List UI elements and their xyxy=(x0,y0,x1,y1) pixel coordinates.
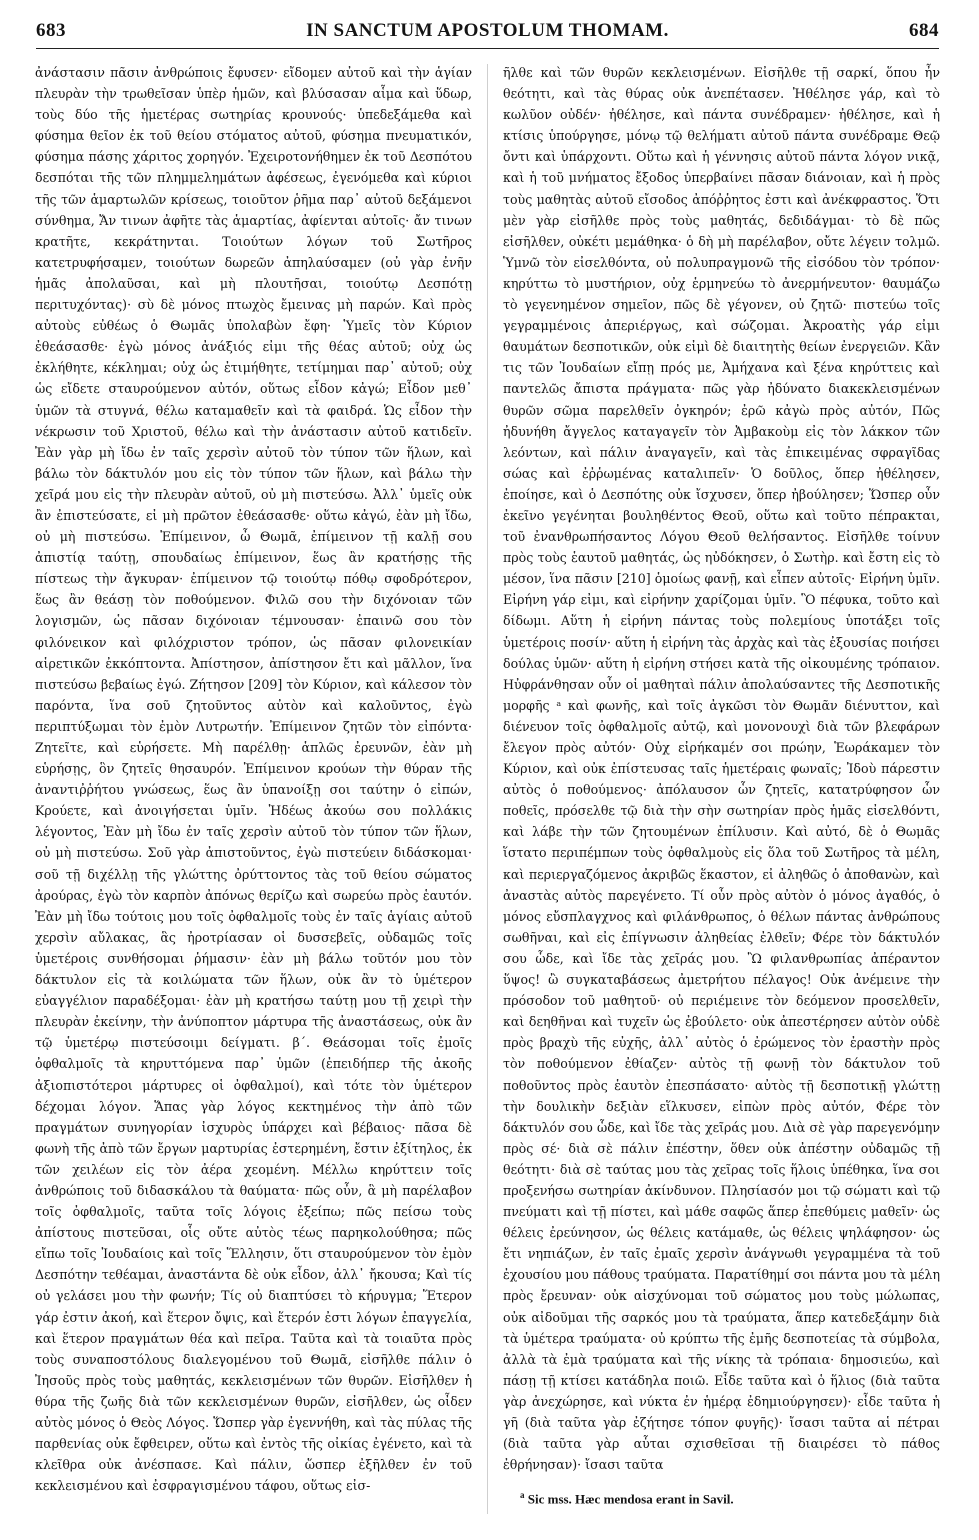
right-column xyxy=(503,62,940,1486)
page-number-left: 683 xyxy=(36,20,66,41)
right-column-text: ῆλθε καὶ τῶν θυρῶν κεκλεισμένων. Εἰσῆλθε τῇ σαρκί, ὅπου ἦν θεότητι, καὶ τὰς θύρας οὐκ ἀνεπέτασεν. Ἠθέλησε γάρ, καὶ τὸ κωλῦον οὐδέν· ἠθέλησε, καὶ πάντα συνέδραμεν· ἠθέλησε, καὶ ἡ κτίσις ὑπούργησε, μόνῳ τῷ θελήματι αὐτοῦ πάντα συνέδραμε Θεῷ ὄντι καὶ ὑπάρχοντι. Οὕτω καὶ ἡ γέννησις αὐτοῦ πάντα λόγον νικᾷ, καὶ ἡ τοῦ μνήματος ἔξοδος ὑπερβαίνει πᾶσαν διάνοιαν, καὶ ἡ πρὸς τοὺς μαθητὰς αὐτοῦ εἴσοδος ἀπόῤῥητος ἐστι καὶ ἀνέκφραστος. Ὅτι μὲν γὰρ εἰσῆλθε πρὸς τοὺς μαθητάς, δεδιδάγμαι· τὸ δὲ πῶς εἰσῆλθεν, οὐκέτι μεμάθηκα· ὁ δὴ μὴ παρέλαβον, οὔτε λέγειν τολμῶ. Ὑμνῶ τὸν εἰσελθόντα, οὐ πολυπραγμονῶ τῆς εἰσόδου τὸν τρόπον· κηρύττω τὸ μυστήριον, οὐχ ἑρμηνεύω τὸ ἀνερμήνευτον· θαυμάζω τὸ γεγενημένον σημεῖον, πῶς δὲ γέγονεν, οὐ ζητῶ· πιστεύω τοῖς γεγραμμένοις ἀπεριέργως, καὶ σώζομαι. Ἀκροατὴς γάρ εἰμι θαυμάτων δεσποτικῶν, οὐκ εἰμὶ δὲ διαιτητὴς θείων ἐνεργειῶν. Κἂν τις τῶν Ἰουδαίων εἴπῃ πρός με, Ἀμήχανα καὶ ξένα κηρύττεις καὶ παντελῶς ἄπιστα πράγματα· πῶς γὰρ ἠδύνατο διακεκλεισμένων θυρῶν σῶμα παρελθεῖν ὀγκηρόν; ἐρῶ κἀγὼ πρὸς αὐτόν, Πῶς ἠδυνήθη ἄγγελος καταγαγεῖν τὸν Ἀμβακοὺμ εἰς τὸν λάκκον τῶν λεόντων, καὶ πάλιν ἀναγαγεῖν, καὶ τὰς ἐπικειμένας σφραγῖδας σώας καὶ ἐῤῥωμένας καταλιπεῖν· Ὁ δοῦλος, ὅπερ ἠθέλησεν, ἐποίησε, καὶ ὁ Δεσπότης οὐκ ἴσχυσεν, ὅπερ ἠβούλησεν; Ὥσπερ οὖν ἐκεῖνο γεγένηται βουληθέντος Θεοῦ, οὕτω καὶ τοῦτο πέπρακται, τοῦ ἐνανθρωπήσαντος Λόγου Θεοῦ θελήσαντος. Εἰσῆλθε τοίνυν πρὸς τοὺς ἑαυτοῦ μαθητάς, ὡς ηὐδόκησεν, ὁ Σωτὴρ. καὶ ἔστη εἰς τὸ μέσον, ἵνα πᾶσιν [210] ὁμοίως φανῇ, καὶ εἶπεν αὐτοῖς· Εἰρήνη ὑμῖν. Εἰρήνη γάρ εἰμι, καὶ εἰρήνην χαρίζομαι ὑμῖν. Ὃ πέφυκα, τοῦτο καὶ δίδωμι. Αὕτη ἡ εἰρήνη πάντας τοὺς πολεμίους ὑποτάξει τοῖς ὑμετέροις ποσίν· αὕτη ἡ εἰρήνη τὰς ἀρχὰς καὶ τὰς ἐξουσίας ποιήσει δούλας ὑμῶν· αὕτη ἡ εἰρήνη στήσει κατὰ τῆς οἰκουμένης τρόπαιον. Ηὐφράνθησαν οὖν οἱ μαθηταὶ πάλιν ἀπολαύσαντες τῆς Δεσποτικῆς μορφῆς ᵃ καὶ φωνῆς, καὶ τοῖς ἀγκῶσι τὸν Θωμᾶν διένυττον, καὶ διένευον τοῖς ὀφθαλμοῖς αὐτῷ, καὶ μονονουχὶ διὰ τῶν βλεφάρων ἔλεγον πρὸς αὐτόν· Οὐχ εἰρήκαμέν σοι πρώην, Ἑωράκαμεν τὸν Κύριον, καὶ οὐκ ἐπίστευσας ταῖς ἡμετέραις φωναῖς; Ἰδοὺ πάρεστιν αὐτὸς ὁ ποθούμενος· ἀπόλαυσον ὧν ζητεῖς, κατατρύφησον ὧν ποθεῖς, πρόσελθε τῷ διὰ τὴν σὴν σωτηρίαν πρὸς ἡμᾶς εἰσελθόντι, καὶ λάβε τὴν τῶν ζητουμένων ἐπίλυσιν. Καὶ αὐτό, δὲ ὁ Θωμᾶς ἵστατο περιπέμπων τοὺς ὀφθαλμοὺς εἰς ὅλα τοῦ Σωτῆρος τὰ μέλη, καὶ περιεργαζόμενος ἀκριβῶς ἕκαστον, εἰ ἀληθῶς ὁ ἀποθανὼν, καὶ ἀναστὰς αὐτὸς παρεγένετο. Τί οὖν πρὸς αὐτὸν ὁ μόνος ἀγαθός, ὁ μόνος εὔσπλαγχνος καὶ φιλάνθρωπος, ὁ θέλων πάντας ἀνθρώπους σωθῆναι, καὶ εἰς ἐπίγνωσιν ἀληθείας ἐλθεῖν; Φέρε τὸν δάκτυλόν σου ὧδε, καὶ ἴδε τὰς χεῖράς μου. Ὢ φιλανθρωπίας ἀπέραντον ὕψος! ὢ συγκαταβάσεως ἀμετρήτου πέλαγος! Οὐκ ἀνέμεινε τὴν πρόσοδον τοῦ μαθητοῦ· οὐ περιέμεινε τὸν δεόμενον προσελθεῖν, καὶ δεηθῆναι καὶ τυχεῖν ὡς ἐβούλετο· οὐκ ἀπεστέρησεν αὐτὸν οὐδὲ πρὸς βραχὺ τῆς εὐχῆς, ἀλλ᾽ αὐτὸς ὁ ἐρώμενος τὸν ἐραστὴν πρὸς τὸν ποθούμενον ἐθίαζεν· αὐτὸς τῇ φωνῇ τὸν δάκτυλον τοῦ ποθοῦντος πρὸς ἑαυτὸν ἐπεσπάσατο· αὐτὸς τῇ δεσποτικῇ γλώττῃ τὴν δουλικὴν δεξιὰν εἵλκυσεν, εἰπὼν πρὸς αὐτόν, Φέρε τὸν δάκτυλόν σου ὧδε, καὶ ἴδε τὰς χεῖράς μου. Διὰ σὲ γὰρ παρεγενόμην πρὸς σέ· διὰ σὲ πάλιν ἐπέστην, ὅθεν οὐκ ἀπέστην οὐδαμῶς τῇ θεότητι· διὰ σὲ ταύτας μου τὰς χεῖρας τοῖς ἥλοις ὑπέθηκα, ἵνα σοι προξενήσω σωτηρίαν ἀκίνδυνον. Πλησίασόν μοι τῷ σώματι καὶ τῷ πνεύματι καὶ τῇ πίστει, καὶ μάθε σαφῶς ἅπερ ἐπεθύμεις μαθεῖν· ὡς θέλεις ἐρεύνησον, ὡς θέλεις κατάμαθε, ὡς θέλεις ψηλάφησον· ὡς ἔτι νηπιάζων, ἐν ταῖς ἐμαῖς χερσὶν ἀνάγνωθι γεγραμμένα τὰ τοῦ ἐχουσίου μου πάθους τραύματα. Παρατίθημί σοι πάντα μου τὰ μέλη πρὸς ἔρευναν· οὐκ αἰσχύνομαι τοῦ σώματος μου τοὺς μώλωπας, οὐκ αἰδοῦμαι τῆς σαρκός μου τὰ τραύματα, ἅπερ κατεδεξάμην διὰ τὰ ὑμέτερα τραύματα· οὐ κρύπτω τῆς ἐμῆς δεσποτείας τὰ σύμβολα, ἀλλὰ τὰ ἐμὰ τραύματα καὶ τῆς νίκης τὰ τρόπαια· δημοσιεύω, καὶ πάσῃ τῇ κτίσει κατάδηλα ποιῶ. Εἶδε ταῦτα καὶ ὁ ἥλιος (διὰ ταῦτα γὰρ ἀνεχώρησε, καὶ νύκτα ἐν ἡμέρᾳ ἐδημιούργησεν)· εἶδε ταῦτα ἡ γῆ (διὰ ταῦτα γὰρ ἐζήτησε τόπον φυγῆς)· ἴσασι ταῦτα αἱ πέτραι (διὰ ταῦτα γὰρ αὗται σχισθεῖσαι τῇ διαιρέσει τὸ πάθος ἐθρήνησαν)· ἴσασι ταῦτα xyxy=(503,65,940,1473)
page-header xyxy=(36,18,939,49)
footnote-marker: a xyxy=(520,1490,525,1500)
column-divider xyxy=(487,64,488,1514)
left-column xyxy=(35,62,472,1514)
running-title: IN SANCTUM APOSTOLUM THOMAM. xyxy=(306,20,669,41)
footnote xyxy=(520,1490,940,1507)
footnote-text: Sic mss. Hæc mendosa erant in Savil. xyxy=(527,1491,734,1507)
left-column-text: ἀνάστασιν πᾶσιν ἀνθρώποις ἔφυσεν· εἴδομεν αὐτοῦ καὶ τὴν ἁγίαν πλευρὰν τὴν τρωθεῖσαν ὑπὲρ ἡμῶν, καὶ βλύσασαν αἷμα καὶ ὕδωρ, τοὺς δύο τῆς ἡμετέρας σωτηρίας κρουνούς· ὑπεδεξάμεθα καὶ φύσημα θεῖον ἐκ τοῦ θείου στόματος αὐτοῦ, φύσημα πνευματικόν, φύσημα πάσης χάριτος χορηγόν. Ἐχειροτονήθημεν ἐκ τοῦ Δεσπότου δεσπόται τῆς τῶν πλημμελημάτων ἀφέσεως, ἐγενόμεθα καὶ κύριοι τῆς τῶν ἁμαρτωλῶν κρίσεως, τοιοῦτον ῥῆμα παρ᾽ αὐτοῦ δεξάμενοι σύνθημα, Ἄν τινων ἀφῆτε τὰς ἁμαρτίας, ἀφίενται αὐτοῖς· ἄν τινων κρατῆτε, κεκράτηνται. Τοιούτων λόγων τοῦ Σωτῆρος κατετρυφήσαμεν, τοιούτων δωρεῶν ἀπηλαύσαμεν (οὐ γὰρ ἐνῆν ἡμᾶς ἀπολαῦσαι, καὶ μὴ πλουτῆσαι, τοιούτῳ Δεσπότῃ περιτυχόντας)· σὺ δὲ μόνος πτωχὸς ἔμεινας μὴ παρών. Καὶ πρὸς αὐτοὺς εὐθέως ὁ Θωμᾶς ὑπολαβὼν ἔφη· Ὑμεῖς τὸν Κύριον ἐθεάσασθε· ἐγὼ μόνος ἀνάξιός εἰμι τῆς θέας αὐτοῦ; οὐχ ὡς ἐκλήθητε, κέκλημαι; οὐχ ὡς ἐτιμήθητε, τετίμημαι παρ᾽ αὐτοῦ; οὐχ ὡς εἴδετε σταυρούμενον αὐτόν, οὕτως εἶδον κἀγώ; Εἶδον μεθ᾽ ὑμῶν τὰ στυγνά, θέλω καταμαθεῖν καὶ τὰ φαιδρά. Ὡς εἶδον τὴν νέκρωσιν τοῦ Χριστοῦ, θέλω καὶ τὴν ἀνάστασιν αὐτοῦ κατιδεῖν. Ἐὰν γὰρ μὴ ἴδω ἐν ταῖς χερσὶν αὐτοῦ τὸν τύπον τῶν ἥλων, καὶ βάλω τὸν δάκτυλόν μου εἰς τὸν τύπον τῶν ἥλων, καὶ βάλω τὴν χεῖρά μου εἰς τὴν πλευρὰν αὐτοῦ, οὐ μὴ πιστεύσω. Ἀλλ᾽ ὑμεῖς οὐκ ἂν ἐπιστεύσατε, εἰ μὴ πρῶτον ἐθεάσασθε· οὕτω κἀγώ, ἐὰν μὴ ἴδω, οὐ μὴ πιστεύσω. Ἐπίμεινον, ὦ Θωμᾶ, ἐπίμεινον τῇ καλῇ σου ἀπιστίᾳ ταύτῃ, σπουδαίως ἐπίμεινον, ἕως ἂν κρατήσῃς τῆς πίστεως τὴν ἄγκυραν· ἐπίμεινον τῷ τοιούτῳ πόθῳ σφοδρότερον, ἕως ἂν θεάσῃ τὸν ποθούμενον. Φιλῶ σου τὴν διχόνοιαν τῶν λογισμῶν, ὡς πᾶσαν διχόνοιαν τέμνουσαν· ἐπαινῶ σου τὸν φιλόνεικον καὶ φιλόχριστον τρόπον, ὡς πᾶσαν φιλονεικίαν αἱρετικῶν ἐκκόπτοντα. Ἀπίστησον, ἀπίστησον ἔτι καὶ μᾶλλον, ἵνα πιστεύσω βεβαίως ἐγώ. Ζήτησον [209] τὸν Κύριον, καὶ κάλεσον τὸν παρόντα, ἵνα σοῦ ζητοῦντος αὐτὸν καὶ καλοῦντος, ἐγὼ περιπτύξωμαι τὸν ἐμὸν Λυτρωτήν. Ἐπίμεινον ζητῶν τὸν εἰπόντα· Ζητεῖτε, καὶ εὑρήσετε. Μὴ παρέλθῃ· ἁπλῶς ἐρευνῶν, ἐὰν μὴ εὑρήσῃς, ὃν ζητεῖς θησαυρόν. Ἐπίμεινον κρούων τὴν θύραν τῆς ἀναντιῤῥήτου γνώσεως, ἕως ἂν ὑπανοίξῃ σοι ταύτην ὁ εἰπών, Κρούετε, καὶ ἀνοιγήσεται ὑμῖν. Ἠδέως ἀκούω σου πολλάκις λέγοντος, Ἐὰν μὴ ἴδω ἐν ταῖς χερσὶν αὐτοῦ τὸν τύπον τῶν ἥλων, οὐ μὴ πιστεύσω. Σοῦ γὰρ ἀπιστοῦντος, ἐγὼ πιστεύειν διδάσκομαι· σοῦ τῇ διχέλλῃ τῆς γλώττης ὀρύττοντος τὰς τοῦ θείου σώματος ἀρούρας, ἐγὼ τὸν καρπὸν ἀπόνως θερίζω καὶ σωρεύω πρὸς ἑαυτόν. Ἐὰν μὴ ἴδω τούτοις μου τοῖς ὀφθαλμοῖς τοὺς ἐν ταῖς ἁγίαις αὐτοῦ χερσὶν αὔλακας, ἃς ἠροτρίασαν οἱ δυσσεβεῖς, οὐδαμῶς τοῖς ὑμετέροις συνθήσομαι ῥήμασιν· ἐὰν μὴ βάλω τοῦτόν μου τὸν δάκτυλον εἰς τὰ κοιλώματα τῶν ἥλων, οὐκ ἂν τὸ ὑμέτερον εὐαγγέλιον παραδέξομαι· ἐὰν μὴ κρατήσω ταύτῃ μου τῇ χειρὶ τὴν πλευρὰν ἐκείνην, τὴν ἀνύποπτον μάρτυρα τῆς ἀναστάσεως, οὐκ ἂν τῷ ὑμετέρῳ πιστεύσοιμι δείγματι. β´. Θεάσομαι τοῖς ἐμοῖς ὀφθαλμοῖς τὰ κηρυττόμενα παρ᾽ ὑμῶν (ἐπειδήπερ τῆς ἀκοῆς ἀξιοπιστότεροι μάρτυρες οἱ ὀφθαλμοί), καὶ τότε τὸν ὑμέτερον δέχομαι λόγον. Ἅπας γὰρ λόγος κεκτημένος τὴν ἀπὸ τῶν πραγμάτων συνηγορίαν ἰσχυρὸς ὑπάρχει καὶ βέβαιος· πᾶσα δὲ φωνὴ τῆς ἀπὸ τῶν ἔργων μαρτυρίας ἐστερημένη, ἔστιν ἐξίτηλος, ἐκ τῶν χειλέων εἰς τὸν ἀέρα χεομένη. Μέλλω κηρύττειν τοῖς ἀνθρώποις τοῦ διδασκάλου τὰ θαύματα· πῶς οὖν, ἃ μὴ παρέλαβον τοῖς ὀφθαλμοῖς, ταῦτα τοῖς λόγοις ἐξείπω; πῶς πείσω τοὺς ἀπίστους πιστεῦσαι, οἷς οὔτε αὐτὸς τέως παρηκολούθησα; πῶς εἴπω τοῖς Ἰουδαίοις καὶ τοῖς Ἕλλησιν, ὅτι σταυρούμενον τὸν ἐμὸν Δεσπότην τεθέαμαι, ἀναστάντα δὲ οὐκ εἶδον, ἀλλ᾽ ἤκουσα; Καὶ τίς οὐ γελάσει μου τὴν φωνήν; Τίς οὐ διαπτύσει τὸ κήρυγμα; Ἕτερον γάρ ἐστιν ἀκοή, καὶ ἕτερον ὄψις, καὶ ἕτερόν ἐστι λόγων ἐπαγγελία, καὶ ἕτερον πραγμάτων θέα καὶ πεῖρα. Ταῦτα καὶ τὰ τοιαῦτα πρὸς τοὺς συναποστόλους διαλεγομένου τοῦ Θωμᾶ, εἰσῆλθε πάλιν ὁ Ἰησοῦς πρὸς τοὺς μαθητάς, κεκλεισμένων τῶν θυρῶν. Εἰσῆλθεν ἡ θύρα τῆς ζωῆς διὰ τῶν κεκλεισμένων θυρῶν, εἰσῆλθεν, ὡς οἶδεν αὐτὸς μόνος ὁ Θεὸς Λόγος. Ὥσπερ γὰρ ἐγεννήθη, καὶ τὰς πύλας τῆς παρθενίας οὐκ ἔφθειρεν, οὕτω καὶ ἐντὸς τῆς οἰκίας ἐγένετο, καὶ τὰ κλεῖθρα οὐκ ἀνέσπασε. Καὶ πάλιν, ὥσπερ ἐξῆλθεν ἐν τοῦ κεκλεισμένου καὶ ἐσφραγισμένου τάφου, οὕτως εἰσ- xyxy=(35,65,472,1494)
page-number-right: 684 xyxy=(909,20,939,41)
